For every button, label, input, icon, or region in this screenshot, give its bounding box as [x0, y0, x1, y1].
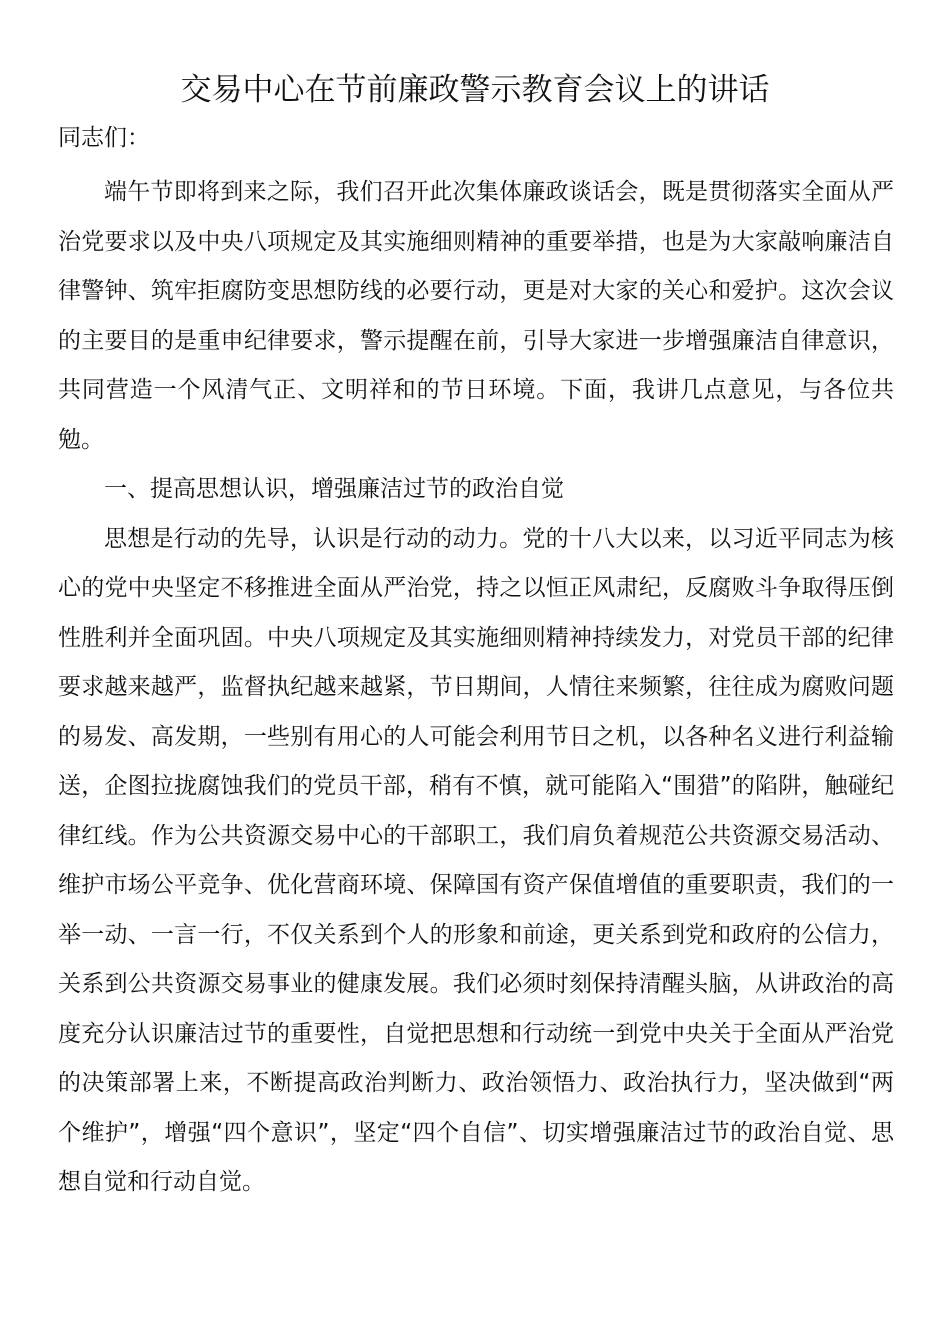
paragraph-intro: 端午节即将到来之际，我们召开此次集体廉政谈话会，既是贯彻落实全面从严治党要求以及中央八项规定及其实施细则精神的重要举措，也是为大家敲响廉洁自律警钟、筑牢拒腐防变思想防线的必要行动，更是对大家的关心和爱护。这次会议的主要目的是重申纪律要求，警示提醒在前，引导大家进一步增强廉洁自律意识，共同营造一个风清气正、文明祥和的节日环境。下面，我讲几点意见，与各位共勉。: [58, 179, 894, 453]
document-title: 交易中心在节前廉政警示教育会议上的讲话: [180, 72, 770, 108]
document-body: [58, 168, 894, 1208]
paragraph-section-1: 思想是行动的先导，认识是行动的动力。党的十八大以来，以习近平同志为核心的党中央坚定不移推进全面从严治党，持之以恒正风肃纪，反腐败斗争取得压倒性胜利并全面巩固。中央八项规定及其实施细则精神持续发力，对党员干部的纪律要求越来越严，监督执纪越来越紧，节日期间，人情往来频繁，往往成为腐败问题的易发、高发期，一些别有用心的人可能会利用节日之机，以各种名义进行利益输送，企图拉拢腐蚀我们的党员干部，稍有不慎，就可能陷入“围猎”的陷阱，触碰纪律红线。作为公共资源交易中心的干部职工，我们肩负着规范公共资源交易活动、维护市场公平竞争、优化营商环境、保障国有资产保值增值的重要职责，我们的一举一动、一言一行，不仅关系到个人的形象和前途，更关系到党和政府的公信力，关系到公共资源交易事业的健康发展。我们必须时刻保持清醒头脑，从讲政治的高度充分认识廉洁过节的重要性，自觉把思想和行动统一到党中央关于全面从严治党的决策部署上来，不断提高政治判断力、政治领悟力、政治执行力，坚决做到“两个维护”，增强“四个意识”，坚定“四个自信”、切实增强廉洁过节的政治自觉、思想自觉和行动自觉。: [58, 525, 894, 1195]
section-heading-1: 一、提高思想认识，增强廉洁过节的政治自觉: [104, 476, 564, 502]
salutation: 同志们：: [58, 125, 150, 151]
